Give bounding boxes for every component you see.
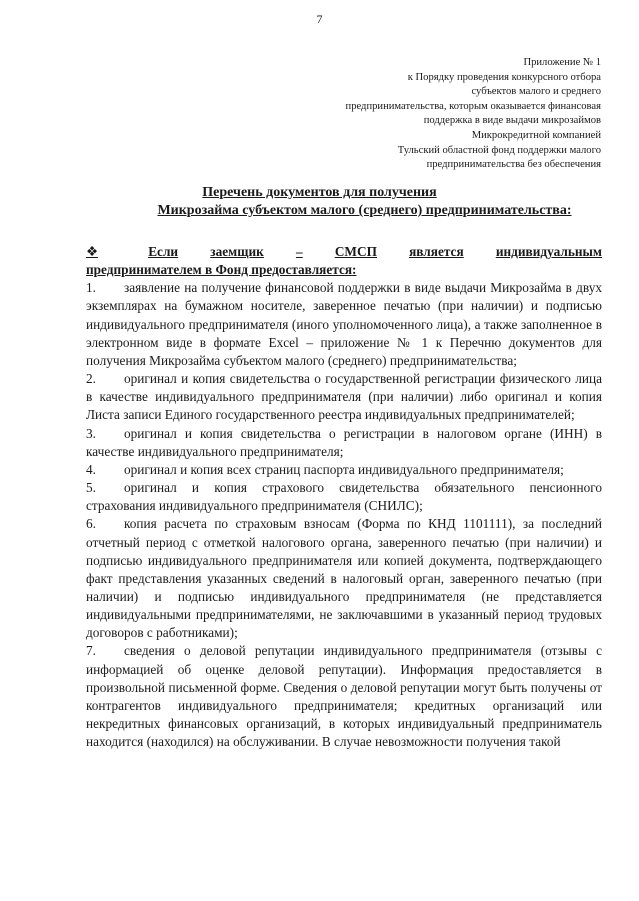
- appendix-line: предпринимательства, которым оказывается финансовая: [345, 100, 601, 112]
- diamond-bullet-icon: ❖: [86, 244, 98, 259]
- section-heading-second-line: предпринимателем в Фонд предоставляется:: [86, 262, 357, 278]
- list-item: [86, 370, 602, 424]
- heading-word: Если: [148, 244, 179, 259]
- list-item: [86, 425, 602, 461]
- title-line-2: Микрозайма субъектом малого (среднего) предпринимательства:: [157, 203, 572, 218]
- list-item-number: 3.: [86, 425, 96, 441]
- list-item-text: сведения о деловой репутации индивидуального предпринимателя (отзывы с информацией об оценке деловой репутации). Информация предоставляется в произвольной письменной форме. Сведения о деловой репутации могут быть получены от контрагентов индивидуального предпринимателя; кредитных организаций или некредитных финансовых организаций, в которых индивидуальный предприниматель находится (находился) на обслуживании. В случае невозможности получения такой: [86, 643, 602, 750]
- heading-word: СМСП: [334, 244, 377, 259]
- list-item-number: 7.: [86, 643, 96, 659]
- list-item-number: 4.: [86, 461, 96, 477]
- section-heading-first-line: [86, 243, 602, 261]
- page-number: 7: [316, 12, 323, 26]
- section-heading: [86, 243, 602, 279]
- heading-word: заемщик: [210, 244, 264, 259]
- list-item: [86, 515, 602, 642]
- list-item-text: оригинал и копия страхового свидетельства обязательного пенсионного страхования индивидуального предпринимателя (СНИЛС);: [86, 480, 602, 514]
- list-item: [86, 461, 602, 479]
- appendix-line: Тульский областной фонд поддержки малого: [397, 144, 601, 156]
- list-item-number: 5.: [86, 480, 96, 496]
- heading-word: индивидуальным: [495, 244, 602, 259]
- list-item-number: 1.: [86, 280, 96, 296]
- appendix-line: Приложение № 1: [523, 57, 601, 68]
- appendix-line: субъектов малого и среднего: [471, 86, 601, 98]
- list-item: [86, 479, 602, 515]
- heading-word: –: [295, 244, 303, 259]
- appendix-line: к Порядку проведения конкурсного отбора: [407, 71, 601, 83]
- list-item-text: оригинал и копия свидетельства о государственной регистрации физического лица в качестве индивидуального предпринимателя (при наличии) либо оригинал и копия Листа записи Единого государственного реестра индивидуальных предпринимателей;: [86, 371, 602, 423]
- title-line-1: Перечень документов для получения: [202, 185, 437, 200]
- list-item-number: 6.: [86, 516, 96, 532]
- document-title: [0, 184, 639, 220]
- list-item: [86, 279, 602, 370]
- list-item-text: копия расчета по страховым взносам (Форма по КНД 1101111), за последний отчетный период с отметкой налогового органа, заверенного печатью (при наличии) и подписью индивидуального предпринимателя или копией документа, подтверждающего факт представления указанных сведений в налоговый орган, заверенного печатью (при наличии) и подписью индивидуального предпринимателя (не представляется индивидуальными предпринимателями, не заключавшими в указанный период трудовых договоров с работниками);: [86, 516, 602, 641]
- appendix-header: [241, 56, 601, 173]
- list-item-text: оригинал и копия всех страниц паспорта индивидуального предпринимателя;: [124, 461, 564, 477]
- list-item-text: заявление на получение финансовой поддержки в виде выдачи Микрозайма в двух экземплярах на бумажном носителе, заверенное печатью (при наличии) и подписью индивидуального предпринимателя (иного уполномоченного лица), а также заполненное в электронном виде в формате Excel – приложение № 1 к Перечню документов для получения Микрозайма субъектом малого (среднего) предпринимательства;: [86, 280, 602, 368]
- list-item-number: 2.: [86, 371, 96, 387]
- appendix-line: предпринимательства без обеспечения: [426, 159, 601, 171]
- list-item: [86, 642, 602, 751]
- appendix-line: поддержка в виде выдачи микрозаймов: [423, 115, 601, 127]
- document-body: [86, 243, 602, 751]
- appendix-line: Микрокредитной компанией: [471, 129, 601, 141]
- list-item-text: оригинал и копия свидетельства о регистрации в налоговом органе (ИНН) в качестве индивидуального предпринимателя;: [86, 425, 602, 459]
- heading-word: является: [409, 244, 464, 259]
